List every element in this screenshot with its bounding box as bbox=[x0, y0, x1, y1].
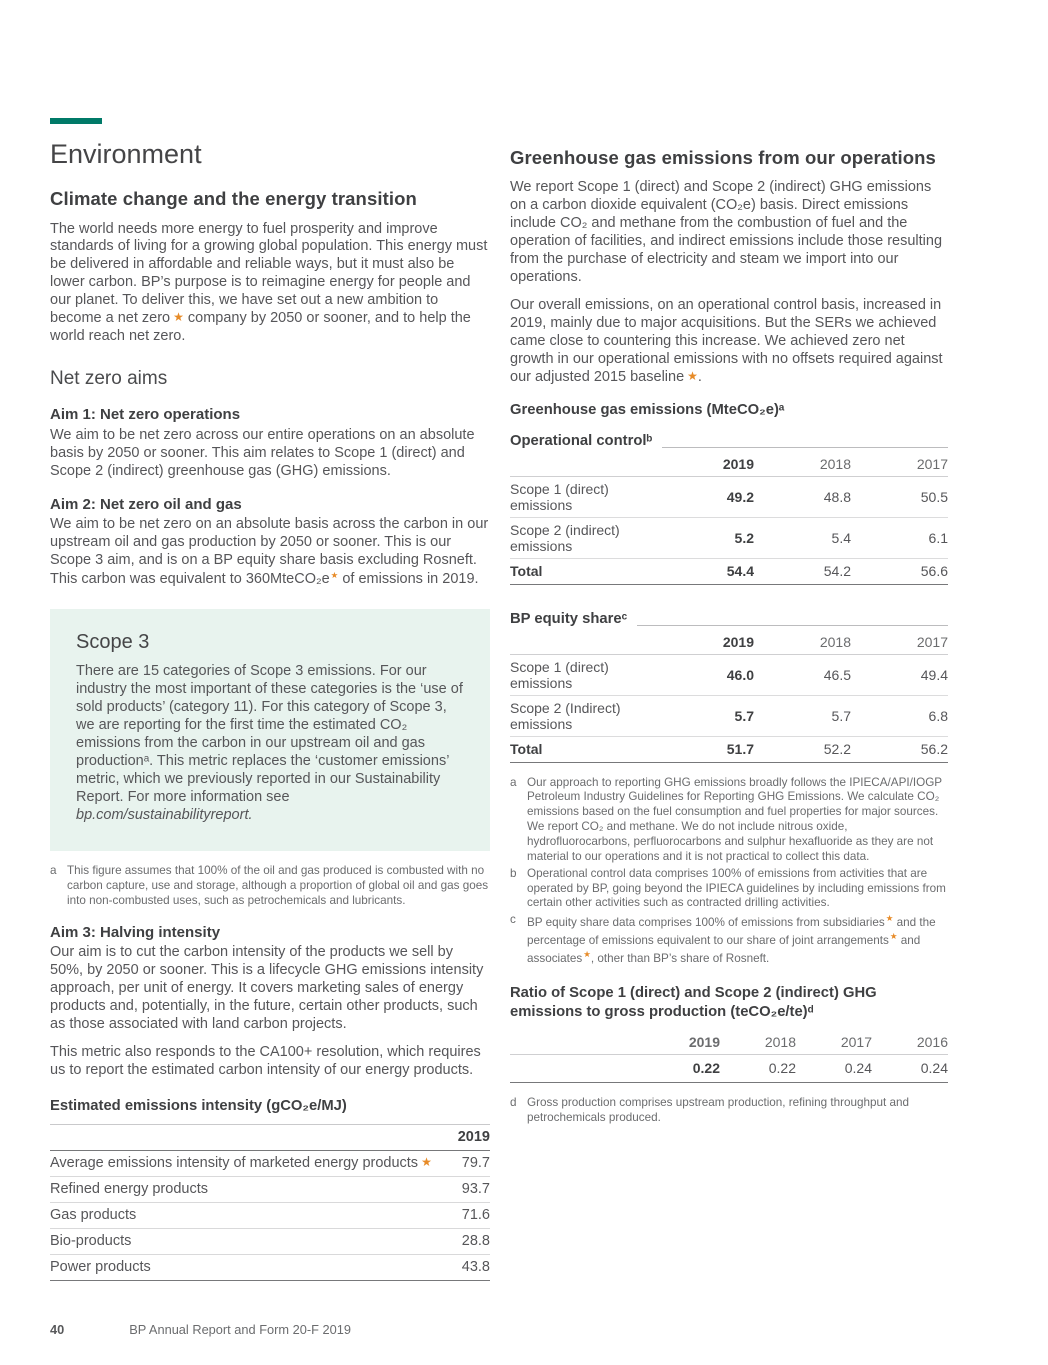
page-footer bbox=[50, 1322, 351, 1337]
aim3-body: Our aim is to cut the carbon intensity of the products we sell by 50%, by 2050 or sooner. This is a lifecycle GHG emissions intensity approach, per unit of energy. It covers marketing sales of energy products and, potentially, in the future, certain other products, such as those associated with land carbon projects. bbox=[50, 944, 484, 1033]
paragraph-text: . bbox=[697, 368, 702, 385]
aim1-body: We aim to be net zero across our entire operations on an absolute basis by 2050 or sooner. This aim relates to Scope 1 (direct) and Scope 2 (indirect) greenhouse gas (GHG) emissions. bbox=[50, 426, 475, 479]
table-header-row bbox=[510, 629, 948, 655]
caption-rule bbox=[637, 625, 948, 626]
caption-text: Operational controlᵇ bbox=[510, 433, 653, 450]
row-label: Power products bbox=[50, 1255, 456, 1281]
table-row bbox=[510, 517, 948, 558]
footnote-marker: b bbox=[510, 866, 517, 880]
footnote-marker: d bbox=[510, 1096, 517, 1110]
row-value: 0.24 bbox=[796, 1055, 872, 1083]
row-value: 71.6 bbox=[456, 1203, 490, 1229]
paragraph-text: The world needs more energy to fuel prosperity and improve standards of living for a growing global population. This energy must be delivered in affordable and reliable ways, but it must also be lower carbon. BP’s purpose is to reimagine energy for people and our planet. To deliver this, we have set out a new ambition to become a net zero bbox=[50, 220, 488, 327]
year-header: 2018 bbox=[754, 451, 851, 477]
total-label: Total bbox=[510, 558, 657, 584]
year-header: 2017 bbox=[796, 1031, 872, 1055]
total-value: 51.7 bbox=[657, 736, 754, 762]
row-value: 46.0 bbox=[657, 654, 754, 695]
scope3-callout-box bbox=[50, 609, 490, 851]
row-value: 49.4 bbox=[851, 654, 948, 695]
scope3-heading: Scope 3 bbox=[76, 631, 150, 654]
row-label: Refined energy products bbox=[50, 1177, 456, 1203]
row-value: 93.7 bbox=[456, 1177, 490, 1203]
row-label bbox=[50, 1151, 456, 1177]
footnote-b bbox=[510, 867, 948, 912]
year-header: 2018 bbox=[754, 629, 851, 655]
paragraph-climate bbox=[50, 221, 490, 347]
aim1-title: Aim 1: Net zero operations bbox=[50, 406, 241, 424]
table-header-row bbox=[50, 1125, 490, 1151]
total-value: 56.6 bbox=[851, 558, 948, 584]
row-value: 43.8 bbox=[456, 1255, 490, 1281]
star-icon: ★ bbox=[687, 368, 698, 383]
ghg-paragraph-2 bbox=[510, 297, 948, 387]
header-spacer bbox=[50, 1125, 456, 1151]
total-value: 54.2 bbox=[754, 558, 851, 584]
row-value: 50.5 bbox=[851, 476, 948, 517]
row-value: 5.2 bbox=[657, 517, 754, 558]
accent-dash bbox=[50, 118, 102, 124]
ghg-emissions-title: Greenhouse gas emissions (MteCO₂e)ᵃ bbox=[510, 401, 785, 418]
footnote-text-segment: , other than BP’s share of Rosneft. bbox=[590, 951, 770, 965]
star-icon: ★ bbox=[421, 1155, 432, 1170]
star-icon: ★ bbox=[885, 913, 894, 924]
section-heading-climate: Climate change and the energy transition bbox=[50, 188, 417, 210]
paragraph-text: There are 15 categories of Scope 3 emissions. For our industry the most important of these categories is the ‘use of sold products’ (category 11). For this category of Scope 3, we are reporting for the first time the estimated CO₂ emissions from the carbon in our upstream oil and gas productionᵃ. This metric replaces the ‘customer emissions’ metric, which we previously reported in our Sustainability Report. For more information see bbox=[76, 663, 463, 806]
table-row bbox=[510, 476, 948, 517]
caption-text: BP equity shareᶜ bbox=[510, 610, 628, 627]
footnote-text-segment: and associates bbox=[527, 934, 921, 965]
footnote-marker: c bbox=[510, 913, 516, 927]
table-header-row bbox=[510, 451, 948, 477]
intensity-table-title: Estimated emissions intensity (gCO₂e/MJ) bbox=[50, 1098, 347, 1115]
year-header: 2019 bbox=[644, 1031, 720, 1055]
ratio-table bbox=[510, 1031, 948, 1083]
paragraph-text: We aim to be net zero on an absolute basis across the carbon in our upstream oil and gas production by 2050 or sooner. This is our Scope 3 aim, and is on a BP equity share basis excluding Rosneft. This carbon was equivalent to 360MteCO₂e bbox=[50, 516, 489, 588]
aim3-title: Aim 3: Halving intensity bbox=[50, 923, 221, 941]
star-icon: ★ bbox=[889, 931, 898, 942]
row-value: 6.1 bbox=[851, 517, 948, 558]
paragraph-text: of emissions in 2019. bbox=[342, 571, 479, 588]
star-icon: ★ bbox=[583, 948, 591, 959]
table-row bbox=[50, 1151, 490, 1177]
table-total-row bbox=[510, 558, 948, 584]
table-row bbox=[510, 695, 948, 736]
section-heading-ghg: Greenhouse gas emissions from our operations bbox=[510, 147, 936, 168]
footnote-text: This figure assumes that 100% of the oil and gas produced is combusted with no carbon capture, use and storage, although a proportion of global oil and gas goes into non-combusted uses, such as petrochemicals and lubricants. bbox=[67, 864, 489, 907]
operational-control-table bbox=[510, 451, 948, 585]
row-value: 48.8 bbox=[754, 476, 851, 517]
footnote-a bbox=[510, 776, 948, 865]
row-label: Gas products bbox=[50, 1203, 456, 1229]
left-column bbox=[50, 118, 490, 1281]
row-value: 5.7 bbox=[754, 695, 851, 736]
row-value: 28.8 bbox=[456, 1229, 490, 1255]
row-spacer bbox=[510, 1055, 644, 1083]
row-value: 0.24 bbox=[872, 1055, 948, 1083]
footnote-c bbox=[510, 913, 948, 967]
total-value: 54.4 bbox=[657, 558, 754, 584]
footnote-marker: a bbox=[50, 864, 57, 878]
footnote-text: Our approach to reporting GHG emissions broadly follows the IPIECA/API/IOGP Petroleum Industry Guidelines for Reporting GHG Emissions. We calculate CO₂ emissions based on the fuel consumption and fuel properties for major sources. We report CO₂ and methane. We do not include nitrous oxide, hydrofluorocarbons, perfluorocarbons and sulphur hexafluoride as they are not material to our operations and it is not practical to collect this data. bbox=[527, 775, 942, 863]
intensity-table bbox=[50, 1124, 490, 1281]
row-label: Scope 2 (indirect) emissions bbox=[510, 517, 657, 558]
year-header: 2019 bbox=[456, 1125, 490, 1151]
ratio-table-title: Ratio of Scope 1 (direct) and Scope 2 (indirect) GHG emissions to gross production (teCO₂e/te)ᵈ bbox=[510, 984, 877, 1021]
footnote-text bbox=[527, 913, 948, 967]
footnote-text-segment: and the percentage of emissions equivalent to our share of joint arrangements bbox=[527, 916, 936, 948]
star-icon: ★ bbox=[173, 310, 184, 325]
row-value: 79.7 bbox=[456, 1151, 490, 1177]
table-row bbox=[50, 1255, 490, 1281]
year-header: 2018 bbox=[720, 1031, 796, 1055]
row-label-text: Average emissions intensity of marketed energy products bbox=[50, 1155, 419, 1172]
footnote-text: Gross production comprises upstream production, refining throughput and petrochemicals produced. bbox=[527, 1096, 910, 1125]
row-value: 5.4 bbox=[754, 517, 851, 558]
row-value: 49.2 bbox=[657, 476, 754, 517]
table-row bbox=[510, 1055, 948, 1083]
row-value: 6.8 bbox=[851, 695, 948, 736]
row-value: 0.22 bbox=[720, 1055, 796, 1083]
table-total-row bbox=[510, 736, 948, 762]
row-value: 0.22 bbox=[644, 1055, 720, 1083]
paragraph-text: company by 2050 or sooner, and to help the world reach net zero. bbox=[50, 310, 471, 345]
header-spacer bbox=[510, 1031, 644, 1055]
equity-share-table bbox=[510, 629, 948, 763]
row-value: 46.5 bbox=[754, 654, 851, 695]
row-label: Scope 2 (Indirect) emissions bbox=[510, 695, 657, 736]
caption-rule bbox=[662, 447, 948, 448]
footnote-marker: a bbox=[510, 775, 517, 789]
total-value: 56.2 bbox=[851, 736, 948, 762]
row-label: Scope 1 (direct) emissions bbox=[510, 654, 657, 695]
footnote-d bbox=[510, 1096, 948, 1126]
total-label: Total bbox=[510, 736, 657, 762]
table-row bbox=[50, 1229, 490, 1255]
footnote-text: Operational control data comprises 100% of emissions from activities that are operated by BP, going beyond the IPIECA guidelines by including emissions from certain other activities such as contracted drilling activities. bbox=[527, 866, 946, 910]
year-header: 2016 bbox=[872, 1031, 948, 1055]
row-label: Bio-products bbox=[50, 1229, 456, 1255]
star-icon: ★ bbox=[330, 570, 339, 581]
total-value: 52.2 bbox=[754, 736, 851, 762]
equity-share-caption bbox=[510, 611, 948, 629]
aim2-body bbox=[50, 516, 490, 589]
footer-text: BP Annual Report and Form 20-F 2019 bbox=[129, 1322, 351, 1337]
year-header: 2017 bbox=[851, 451, 948, 477]
aim3-body2: This metric also responds to the CA100+ resolution, which requires us to report the estimated carbon intensity of our energy products. bbox=[50, 1044, 481, 1079]
footnote-a-left bbox=[50, 864, 490, 909]
header-spacer bbox=[510, 629, 657, 655]
sustainability-report-link: bp.com/sustainabilityreport. bbox=[76, 807, 253, 824]
year-header: 2019 bbox=[657, 451, 754, 477]
section-heading-net-zero-aims: Net zero aims bbox=[50, 368, 168, 390]
table-header-row bbox=[510, 1031, 948, 1055]
operational-control-caption bbox=[510, 433, 948, 451]
row-value: 5.7 bbox=[657, 695, 754, 736]
paragraph-text: Our overall emissions, on an operational control basis, increased in 2019, mainly due to major acquisitions. But the SERs we achieved came close to countering this increase. We achieved zero net growth in our operational emissions with no offsets required against our adjusted 2015 baseline bbox=[510, 296, 943, 385]
header-spacer bbox=[510, 451, 657, 477]
year-header: 2017 bbox=[851, 629, 948, 655]
right-column bbox=[510, 146, 948, 1126]
year-header: 2019 bbox=[657, 629, 754, 655]
scope3-body bbox=[76, 663, 464, 825]
row-label: Scope 1 (direct) emissions bbox=[510, 476, 657, 517]
aim2-title: Aim 2: Net zero oil and gas bbox=[50, 495, 242, 513]
page-number: 40 bbox=[50, 1322, 65, 1337]
page-title: Environment bbox=[50, 139, 202, 169]
footnote-text-segment: BP equity share data comprises 100% of emissions from subsidiaries bbox=[527, 916, 885, 930]
table-row bbox=[50, 1203, 490, 1229]
ghg-paragraph-1: We report Scope 1 (direct) and Scope 2 (indirect) GHG emissions on a carbon dioxide equivalent (CO₂e) basis. Direct emissions include CO₂ and methane from the combustion of fuel and the operation of facilities, and indirect emissions include those resulting from the purchase of electricity and steam we import into our operations. bbox=[510, 179, 943, 285]
table-row bbox=[50, 1177, 490, 1203]
table-row bbox=[510, 654, 948, 695]
